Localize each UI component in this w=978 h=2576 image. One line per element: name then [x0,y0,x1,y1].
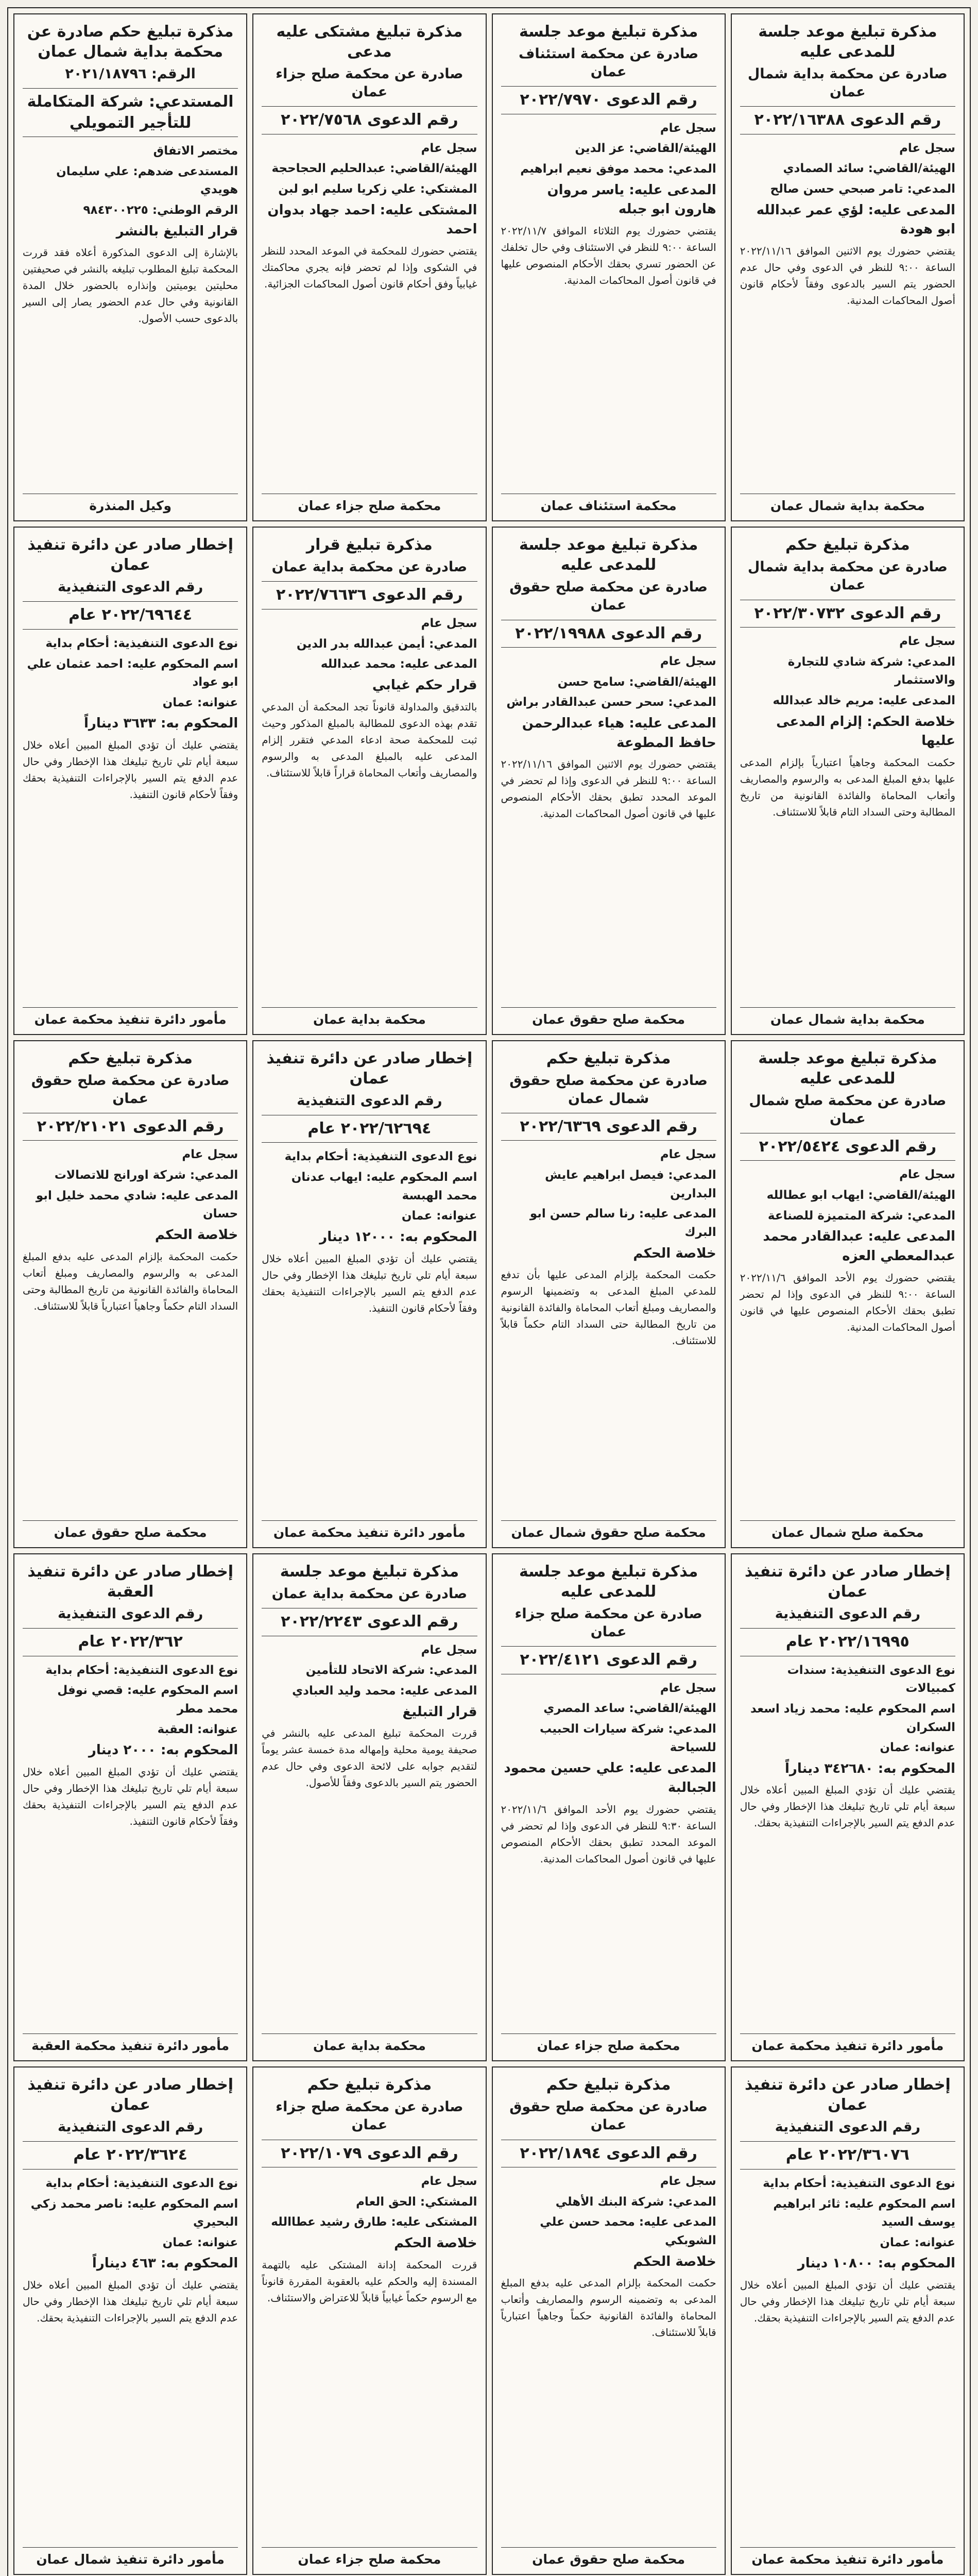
notice-field: المدعي: سحر حسن عبدالقادر براش [506,696,716,709]
notice-field: عنوانه: العقبة [157,1722,238,1736]
notice-party-name: المحكوم به: ٣٤٢٦٨٠ ديناراً [785,1760,955,1776]
notice-heading: مذكرة تبليغ حكم صادرة عن محكمة بداية شمال عمان [27,23,234,61]
legal-notice [252,2066,486,2574]
notice-court: صادرة عن محكمة صلح حقوق عمان [509,579,708,614]
notice-case-number: رقم الدعوى ٢٠٢٢/٥٤٢٤ [740,1133,955,1161]
notice-signature: محكمة صلح حقوق عمان [501,1007,716,1027]
notice-court: صادرة عن محكمة صلح حقوق شمال عمان [509,1072,708,1107]
notice-body-text: يقتضي حضورك يوم الثلاثاء الموافق ٢٠٢٢/١١/٧ الساعة ٩:٠٠ للنظر في الاستئناف وفي حال تخلفك عن الحضور تسري بحقك الأحكام المنصوص عليها في قانون أصول المحاكمات المدنية. [501,224,716,286]
legal-notice [13,1040,247,1548]
notice-case-type: سجل عام [660,1148,716,1162]
notice-court: صادرة عن محكمة استئناف عمان [519,46,699,80]
legal-notice [13,2066,247,2574]
notice-case-type: سجل عام [421,2175,477,2189]
notice-case-number: رقم الدعوى ٢٠٢٢/٧٥٦٨ [262,106,477,134]
notice-court: الرقم: ٢٠٢١/١٨٧٩٦ [65,66,196,82]
notice-case-type: نوع الدعوى التنفيذية: سندات كمبيالات [787,1663,955,1696]
notice-case-type: سجل عام [899,1168,955,1182]
notice-court: رقم الدعوى التنفيذية [775,2119,921,2136]
notice-case-number: رقم الدعوى ٢٠٢٢/١٦٣٨٨ [740,106,955,134]
notice-field: الرقم الوطني: ٩٨٤٣٠٠٢٢٥ [83,204,238,217]
notice-court: صادرة عن محكمة صلح حقوق عمان [31,1072,230,1107]
notice-heading: إخطار صادر عن دائرة تنفيذ عمان [266,1049,473,1088]
notice-case-number: رقم الدعوى ٢٠٢٢/٧٦٦٣٦ [262,581,477,609]
notice-signature: محكمة صلح حقوق شمال عمان [501,1520,716,1540]
notice-case-type: سجل عام [899,141,955,155]
notice-party-name: قرار التبليغ [402,1704,477,1720]
legal-notice [492,1040,726,1548]
notice-case-type: سجل عام [182,1148,238,1162]
notice-signature: محكمة بداية شمال عمان [740,494,955,513]
notice-heading: مذكرة تبليغ حكم [546,1049,671,1067]
notice-signature: محكمة صلح حقوق عمان [23,1520,238,1540]
notice-body-text: يقتضي عليك أن تؤدي المبلغ المبين أعلاه خلال سبعة أيام تلي تاريخ تبليغك هذا الإخطار وفي حال عدم الدفع يتم السير بالإجراءات التنفيذية بحقك وفقاً لأحكام قانون التنفيذ. [262,1252,477,1314]
legal-notice [13,13,247,521]
notice-signature: محكمة صلح جزاء عمان [262,494,477,513]
notice-party-name: المحكوم به: ١٠٨٠٠ دينار [797,2256,955,2272]
notice-field: المدعى عليه: محمد وليد العبادي [292,1684,477,1698]
notice-case-number: رقم الدعوى ٢٠٢٢/٤١٢١ [501,1646,716,1674]
notice-party-name: المدعى عليه: عبدالقادر محمد عبدالمعطي العزه [763,1229,955,1264]
notice-body-text: يقتضي عليك أن تؤدي المبلغ المبين أعلاه خلال سبعة أيام تلي تاريخ تبليغك هذا الإخطار وفي حال عدم الدفع يتم السير بالإجراءات التنفيذية بحقك. [23,2279,238,2325]
notice-heading: مذكرة تبليغ مشتكى عليه مدعى [276,23,463,61]
notice-heading: مذكرة تبليغ موعد جلسة [280,1562,459,1581]
notice-signature: محكمة صلح جزاء عمان [501,2033,716,2053]
notice-body-text: يقتضي حضورك للمحكمة في الموعد المحدد للنظر في الشكوى وإذا لم تحضر فإنه يجري محاكمتك غيابياً وفق أحكام قانون أصول المحاكمات الجزائية. [262,244,477,290]
notice-body-text: حكمت المحكمة بإلزام المدعى عليها بأن تدفع للمدعي المبلغ المدعى به وتضمينها الرسوم والمصاريف ومبلغ أتعاب المحاماة والفائدة القانونية من تاريخ المطالبة حتى السداد التام حكماً قابلاً للاستئناف. [501,1268,716,1347]
notice-heading: مذكرة تبليغ قرار [306,536,433,554]
notice-case-type: نوع الدعوى التنفيذية: أحكام بداية [45,1663,238,1677]
notice-signature: مأمور دائرة تنفيذ شمال عمان [23,2547,238,2567]
legal-notice [13,1553,247,2061]
notice-party-name: خلاصة الحكم [394,2235,477,2251]
legal-notice [731,1553,965,2061]
notice-body-text: يقتضي عليك أن تؤدي المبلغ المبين أعلاه خلال سبعة أيام تلي تاريخ تبليغك هذا الإخطار وفي حال عدم الدفع يتم السير بالإجراءات التنفيذية بحقك. [740,2279,955,2325]
notice-field: عنوانه: عمان [162,696,238,709]
notice-heading: مذكرة تبليغ حكم [785,536,910,554]
notice-signature: محكمة استئناف عمان [501,494,716,513]
notice-body-text: قررت المحكمة تبليغ المدعى عليه بالنشر في صحيفة يومية محلية وإمهاله مدة خمسة عشر يوماً لتقديم جوابه على لائحة الدعوى وفي حال عدم الحضور يتم السير بالدعوى وفقاً للأصول. [262,1727,477,1789]
notice-heading: إخطار صادر عن دائرة تنفيذ عمان [744,2076,951,2114]
notice-party-name: خلاصة الحكم: إلزام المدعى عليها [776,714,955,749]
notice-heading: مذكرة تبليغ موعد جلسة [519,23,698,41]
notice-body-text: يقتضي حضورك يوم الاثنين الموافق ٢٠٢٢/١١/١٦ الساعة ٩:٠٠ للنظر في الدعوى وإذا لم تحضر في الموعد المحدد تطبق بحقك الأحكام المنصوص عليها في قانون أصول المحاكمات المدنية. [501,758,716,820]
notice-party-name: المدعى عليه: علي حسين محمود الجبالبة [504,1760,716,1795]
notice-body-text: حكمت المحكمة بإلزام المدعى عليه بدفع المبلغ المدعى به والرسوم والمصاريف ومبلغ أتعاب المحاماة والفائدة القانونية من تاريخ المطالبة وحتى السداد التام حكماً وجاهياً اعتبارياً قابلاً للاستئناف. [23,1250,238,1312]
notice-field: اسم المحكوم عليه: ناصر محمد زكي البحيري [30,2197,238,2229]
notice-court: صادرة عن محكمة بداية عمان [271,559,468,575]
legal-notice [492,13,726,521]
notice-case-number: رقم الدعوى ٢٠٢٢/٣٠٧٣٢ [740,600,955,628]
notice-court: صادرة عن محكمة صلح حقوق عمان [509,2099,708,2133]
notice-court: صادرة عن محكمة بداية شمال عمان [747,66,948,100]
notice-case-type: نوع الدعوى التنفيذية: أحكام بداية [763,2176,955,2190]
notice-case-number: ٢٠٢٢/٣٦٢٤ عام [23,2141,238,2170]
notice-court: صادرة عن محكمة صلح جزاء عمان [276,2099,464,2133]
notice-court: رقم الدعوى التنفيذية [297,1092,442,1109]
notice-field: المستدعى ضدهم: علي سليمان هويدي [56,164,238,197]
notice-party-name: قرار حكم غيابي [372,677,477,693]
legal-notice [492,1553,726,2061]
notice-heading: مذكرة تبليغ موعد جلسة للمدعى عليه [758,1049,937,1088]
notice-case-type: نوع الدعوى التنفيذية: أحكام بداية [284,1150,477,1164]
notice-field: اسم المحكوم عليه: ايهاب عدنان محمد الهبسة [291,1170,477,1202]
notice-case-type: مختصر الاتفاق [153,144,238,158]
legal-notice [13,527,247,1035]
notice-field: المشتكي: علي زكريا سليم ابو لبن [278,182,477,196]
notice-field: عنوانه: عمان [880,1741,955,1755]
notice-case-number: رقم الدعوى ٢٠٢٢/٢٢٤٣ [262,1608,477,1636]
notice-heading: مذكرة تبليغ حكم [307,2076,432,2094]
notice-signature: مأمور دائرة تنفيذ محكمة عمان [262,1520,477,1540]
legal-notice [731,2066,965,2574]
notice-signature: محكمة بداية عمان [262,1007,477,1027]
notice-case-number: رقم الدعوى ٢٠٢٢/٢١٠٢١ [23,1113,238,1141]
notice-signature: مأمور دائرة تنفيذ محكمة العقبة [23,2033,238,2053]
notice-party-name: خلاصة الحكم [633,2253,716,2269]
notice-field: المدعى عليه: شادي محمد خليل ابو حسان [36,1189,238,1221]
notice-field: المشتكي: الحق العام [356,2195,477,2209]
notice-field: الهيئة/القاضي: عز الدين [575,142,716,156]
notice-heading: إخطار صادر عن دائرة تنفيذ عمان [27,2076,234,2114]
notice-field: الهيئة/القاضي: سامح حسن [557,675,716,689]
notice-case-number: رقم الدعوى ٢٠٢٢/١٠٧٩ [262,2140,477,2168]
notice-signature: محكمة بداية شمال عمان [740,1007,955,1027]
legal-notice [252,1553,486,2061]
notice-court: صادرة عن محكمة بداية عمان [271,1585,468,1602]
notice-case-type: نوع الدعوى التنفيذية: أحكام بداية [45,636,238,650]
legal-notice [252,527,486,1035]
notice-case-type: سجل عام [421,616,477,630]
legal-notice [731,1040,965,1548]
notice-field: الهيئة/القاضي: عبدالحليم الحجاحجة [271,162,477,176]
notice-case-number: ٢٠٢٢/٣٦٢ عام [23,1628,238,1656]
notice-signature: وكيل المنذرة [23,494,238,513]
notice-party-name: المدعى عليه: هياء عبدالرحمن حافظ المطوعة [522,715,716,751]
notice-signature: مأمور دائرة تنفيذ محكمة عمان [740,2547,955,2567]
notice-case-number: المستدعي: شركة المتكاملة للتأجير التمويلي [23,88,238,137]
notice-signature: محكمة صلح شمال عمان [740,1520,955,1540]
notice-court: صادرة عن محكمة صلح جزاء عمان [276,66,464,100]
notice-body-text: قررت المحكمة إدانة المشتكى عليه بالتهمة المسندة إليه والحكم عليه بالعقوبة المقررة قانوناً مع الرسوم حكماً غيابياً قابلاً للاعتراض والاستئناف. [262,2258,477,2304]
notice-case-type: نوع الدعوى التنفيذية: أحكام بداية [45,2176,238,2190]
notice-case-type: سجل عام [660,1681,716,1695]
notice-party-name: المحكوم به: ٢٠٠٠ دينار [88,1742,238,1758]
notice-field: المدعي: تامر صبحي حسن صالح [770,182,955,196]
notice-body-text: حكمت المحكمة وجاهياً اعتبارياً بإلزام المدعى عليها بدفع المبلغ المدعى به والرسوم والمصاريف وأتعاب المحاماة والفائدة القانونية من تاريخ المطالبة وحتى السداد التام قابلاً للاستئناف. [740,756,955,818]
notices-grid [13,13,965,2576]
legal-notice [252,1040,486,1548]
notice-heading: مذكرة تبليغ موعد جلسة للمدعى عليه [519,1562,698,1601]
notice-field: اسم المحكوم عليه: ثائر ابراهيم يوسف السيد [773,2197,955,2229]
notice-body-text: بالتدقيق والمداولة قانوناً تجد المحكمة أن المدعي تقدم بهذه الدعوى للمطالبة بالمبلغ المذكور وحيث ثبت للمحكمة صحة ادعاء المدعي فتقرر إلزام المدعى عليه بالمبلغ المدعى به والرسوم والمصاريف وأتعاب المحاماة قراراً قابلاً للاستئناف. [262,700,477,779]
notice-heading: مذكرة تبليغ موعد جلسة للمدعى عليه [758,23,937,61]
notice-party-name: المدعى عليه: ياسر مروان هارون ابو جبله [547,182,716,217]
legal-notice [731,527,965,1035]
notice-field: المدعي: شركة شادي للتجارة والاستثمار [787,655,955,687]
notice-field: عنوانه: عمان [162,2235,238,2249]
notice-field: عنوانه: عمان [880,2235,955,2249]
notice-court: رقم الدعوى التنفيذية [775,1605,921,1622]
notice-case-type: سجل عام [421,141,477,155]
notice-body-text: بالإشارة إلى الدعوى المذكورة أعلاه فقد قررت المحكمة تبليغ المطلوب تبليغه بالنشر في صحيفتين محليتين يوميتين وإنذاره بالحضور خلال المدة القانونية وفي حال عدم الحضور يصار إلى السير بالدعوى حسب الأصول. [23,246,238,325]
notice-party-name: قرار التبليغ بالنشر [116,223,238,239]
notice-court: صادرة عن محكمة بداية شمال عمان [747,559,948,594]
notice-court: صادرة عن محكمة صلح شمال عمان [749,1092,947,1127]
notice-party-name: خلاصة الحكم [155,1227,238,1243]
notice-signature: مأمور دائرة تنفيذ محكمة عمان [23,1007,238,1027]
legal-notice [252,13,486,521]
notice-party-name: المشتكى عليه: احمد جهاد بدوان احمد [267,202,477,238]
notice-case-type: سجل عام [660,121,716,135]
notice-heading: إخطار صادر عن دائرة تنفيذ عمان [744,1562,951,1601]
notice-heading: إخطار صادر عن دائرة تنفيذ العقبة [27,1562,234,1601]
notice-case-number: رقم الدعوى ٢٠٢٢/٧٩٧٠ [501,86,716,114]
notice-field: المدعي: فيصل ابراهيم عايش البدارين [545,1168,716,1200]
notice-field: المدعي: شركة الاتحاد للتأمين [305,1664,477,1677]
notice-case-type: سجل عام [660,655,716,669]
notice-case-number: ٢٠٢٢/٦٢٦٩٤ عام [262,1115,477,1143]
notice-field: المدعي: شركة سيارات الحبيب للسياحة [539,1722,716,1754]
notice-court: رقم الدعوى التنفيذية [57,1605,203,1622]
notice-field: الهيئة/القاضي: ايهاب ابو عطالله [766,1188,955,1202]
notice-field: اسم المحكوم عليه: قصي نوفل محمد مطر [57,1684,238,1716]
notice-heading: مذكرة تبليغ حكم [68,1049,193,1067]
notice-field: المدعى عليه: محمد عبدالله [320,657,477,671]
notice-field: المشتكى عليه: طارق رشيد عطاالله [271,2215,477,2229]
notice-heading: إخطار صادر عن دائرة تنفيذ عمان [27,536,234,574]
legal-notice [492,527,726,1035]
notice-field: الهيئة/القاضي: ساعد المصري [543,1702,716,1716]
notice-case-number: ٢٠٢٢/٣٦٠٧٦ عام [740,2141,955,2170]
notice-case-type: سجل عام [899,635,955,649]
legal-notice [731,13,965,521]
notice-signature: محكمة بداية عمان [262,2033,477,2053]
notice-party-name: خلاصة الحكم [633,1245,716,1261]
notice-party-name: المحكوم به: ١٢٠٠٠ دينار [319,1229,477,1245]
notice-body-text: يقتضي حضورك يوم الأحد الموافق ٢٠٢٢/١١/٦ الساعة ٩:٣٠ للنظر في الدعوى وإذا لم تحضر في الموعد المحدد تطبق بحقك الأحكام المنصوص عليها في قانون أصول المحاكمات المدنية. [501,1803,716,1865]
notice-signature: مأمور دائرة تنفيذ محكمة عمان [740,2033,955,2053]
notice-field: المدعي: شركة المتميزة للصناعة [767,1209,955,1223]
notice-field: اسم المحكوم عليه: محمد زياد اسعد السكران [750,1702,955,1734]
notice-field: عنوانه: عمان [401,1209,477,1223]
notice-case-number: ٢٠٢٢/١٦٩٩٥ عام [740,1628,955,1656]
notice-case-number: ٢٠٢٢/٦٩٦٤٤ عام [23,601,238,630]
notice-heading: مذكرة تبليغ موعد جلسة للمدعى عليه [519,536,698,574]
notice-field: المدعى عليه: رنا سالم حسن ابو البرك [529,1207,716,1239]
notice-party-name: المدعى عليه: لؤي عمر عبدالله ابو هودة [756,202,955,238]
notice-field: الهيئة/القاضي: سائد الصمادي [783,162,955,176]
notice-body-text: يقتضي عليك أن تؤدي المبلغ المبين أعلاه خلال سبعة أيام تلي تاريخ تبليغك هذا الإخطار وفي حال عدم الدفع يتم السير بالإجراءات التنفيذية بحقك وفقاً لأحكام قانون التنفيذ. [23,1765,238,1827]
notice-heading: مذكرة تبليغ حكم [546,2076,671,2094]
newspaper-page [7,7,971,2576]
notice-body-text: يقتضي حضورك يوم الأحد الموافق ٢٠٢٢/١١/٦ الساعة ٩:٠٠ للنظر في الدعوى وإذا لم تحضر تطبق بحقك الأحكام المنصوص عليها في قانون أصول المحاكمات المدنية. [740,1271,955,1333]
notice-case-number: رقم الدعوى ٢٠٢٢/٦٣٦٩ [501,1113,716,1141]
notice-field: المدعي: أيمن عبدالله بدر الدين [296,637,477,651]
notice-body-text: يقتضي عليك أن تؤدي المبلغ المبين أعلاه خلال سبعة أيام تلي تاريخ تبليغك هذا الإخطار وفي حال عدم الدفع يتم السير بالإجراءات التنفيذية بحقك وفقاً لأحكام قانون التنفيذ. [23,739,238,801]
notice-court: رقم الدعوى التنفيذية [57,2119,203,2136]
notice-field: اسم المحكوم عليه: احمد عثمان علي ابو عواد [27,657,238,689]
notice-court: رقم الدعوى التنفيذية [57,579,203,596]
notice-case-number: رقم الدعوى ٢٠٢٢/١٩٩٨٨ [501,620,716,648]
notice-body-text: حكمت المحكمة بإلزام المدعى عليه بدفع المبلغ المدعى به وتضمينه الرسوم والمصاريف وأتعاب المحاماة والفائدة القانونية حكماً وجاهياً اعتبارياً قابلاً للاستئناف. [501,2277,716,2339]
legal-notice [492,2066,726,2574]
notice-party-name: المحكوم به: ٣٦٣٣ ديناراً [83,716,238,732]
notice-field: المدعى عليه: محمد حسن علي الشوبكي [540,2215,716,2247]
notice-case-type: سجل عام [660,2175,716,2189]
notice-field: المدعي: شركة البنك الأهلي [555,2195,716,2209]
notice-case-number: رقم الدعوى ٢٠٢٢/١٨٩٤ [501,2140,716,2168]
notice-party-name: المحكوم به: ٤٦٣ ديناراً [92,2256,238,2272]
notice-field: المدعى عليه: مريم خالد عبدالله [773,693,955,707]
notice-body-text: يقتضي حضورك يوم الاثنين الموافق ٢٠٢٢/١١/١٦ الساعة ٩:٠٠ للنظر في الدعوى وفي حال عدم الحضور يتم السير بالدعوى وفقاً لأحكام قانون أصول المحاكمات المدنية. [740,244,956,307]
notice-field: المدعي: محمد موفق نعيم ابراهيم [520,162,716,176]
notice-signature: محكمة صلح جزاء عمان [262,2547,477,2567]
notice-field: المدعي: شركة اورانج للاتصالات [54,1168,238,1182]
notice-signature: محكمة صلح حقوق عمان [501,2547,716,2567]
notice-case-type: سجل عام [421,1643,477,1657]
notice-court: صادرة عن محكمة صلح جزاء عمان [514,1605,702,1640]
notice-body-text: يقتضي عليك أن تؤدي المبلغ المبين أعلاه خلال سبعة أيام تلي تاريخ تبليغك هذا الإخطار وفي حال عدم الدفع يتم السير بالإجراءات التنفيذية بحقك. [740,1784,955,1829]
